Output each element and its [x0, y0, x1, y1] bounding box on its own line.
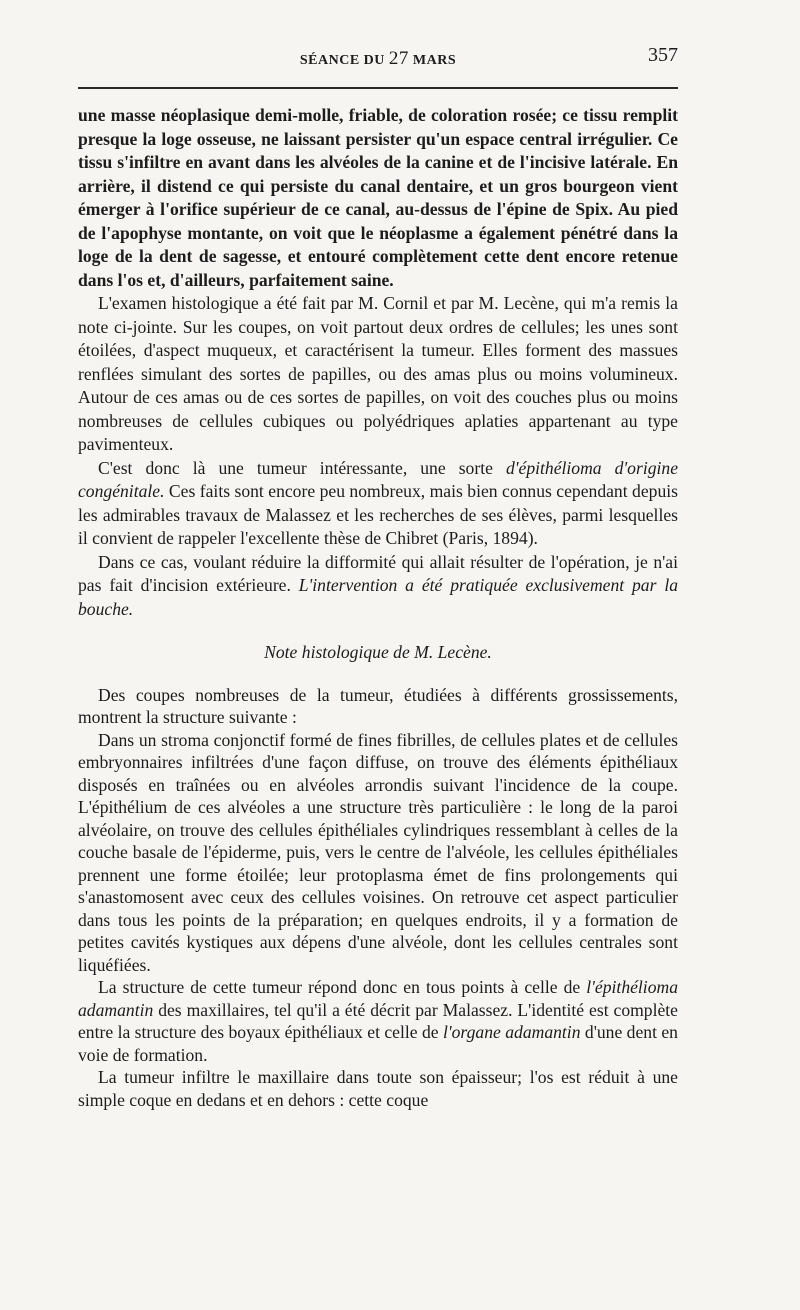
- running-head: [78, 44, 678, 70]
- text-run: d'une dent en voie de formation.: [78, 1022, 678, 1065]
- running-head-title: [78, 48, 678, 70]
- italic-run: L'intervention a été pratiquée exclusivement par la bouche.: [78, 575, 678, 619]
- page-body: [78, 104, 678, 1111]
- italic-run: d'épithélioma d'origine congénitale.: [78, 457, 678, 501]
- paragraph-histology-exam: L'examen histologique a été fait par M. Cornil et par M. Lecène, qui m'a remis la note ci-jointe. Sur les coupes, on voit partout deux ordres de cellules; les unes sont étoilées, d'aspect muqueux, et caractérisent la tumeur. Elles forment des massues renflées simulant des sortes de papilles, ou des amas plus ou moins volumineux. Autour de ces amas ou de ces sortes de papilles, on voit des couches plus ou moins nombreuses de cellules cubiques ou polyédriques aplaties appartenant au type pavimenteux.: [78, 293, 678, 454]
- paragraph-stroma: Dans un stroma conjonctif formé de fines fibrilles, de cellules plates et de cellules embryonnaires infiltrées d'une façon diffuse, on trouve des éléments épithéliaux disposés en traînées ou en alvéoles arrondis suivant l'incidence de la coupe. L'épithélium de ces alvéoles a une structure très particulière : le long de la paroi alvéolaire, on trouve des cellules épithéliales cylindriques ressemblant à celles de la couche basale de l'épiderme, puis, vers le centre de l'alvéole, les cellules épithéliales prennent une forme étoilée; leur protoplasma émet de fins prolongements qui s'anastomosent avec ceux des cellules voisines. On retrouve cet aspect particulier dans tous les points de la préparation; en quelques endroits, il y a formation de petites cavités kystiques aux dépens d'une alvéole, dont les cellules centrales sont liquéfiées.: [78, 729, 678, 975]
- paragraph-infiltration: La tumeur infiltre le maxillaire dans toute son épaisseur; l'os est réduit à une simple coque en dedans et en dehors : cette coque: [78, 1067, 678, 1110]
- header-rule: [78, 87, 678, 89]
- section-title-note: Note histologique de M. Lecène.: [264, 642, 492, 662]
- italic-run: l'organe adamantin: [442, 1022, 581, 1042]
- paragraph-operation: [78, 551, 678, 622]
- italic-run: l'épithélioma adamantin: [78, 977, 678, 1020]
- page-number: 357: [648, 44, 678, 66]
- running-head-title-pre: SÉANCE DU: [299, 53, 389, 68]
- paragraph-sections: Des coupes nombreuses de la tumeur, étudiées à différents grossissements, montrent la structure suivante :: [78, 684, 678, 727]
- text-run: Dans ce cas, voulant réduire la difformité qui allait résulter de l'opération, je n'ai pas fait d'incision extérieure.: [78, 551, 678, 595]
- running-head-title-post: MARS: [408, 53, 457, 68]
- text-run: La structure de cette tumeur répond donc en tous points à celle de: [98, 977, 587, 997]
- paragraph-continued: une masse néoplasique demi-molle, friable, de coloration rosée; ce tissu remplit presque la loge osseuse, ne laissant persister qu'un espace central irrégulier. Ce tissu s'infiltre en avant dans les alvéoles de la canine et de l'incisive latérale. En arrière, il distend ce qui persiste du canal dentaire, et un gros bourgeon vient émerger à l'orifice supérieur de ce canal, au-dessus de l'épine de Spix. Au pied de l'apophyse montante, on voit que le néoplasme a également pénétré dans la loge de la dent de sagesse, et entouré complètement cette dent encore retenue dans l'os et, d'ailleurs, parfaitement saine.: [78, 105, 678, 290]
- running-head-date-number: 27: [388, 48, 409, 69]
- text-run: C'est donc là une tumeur intéressante, une sorte: [98, 457, 506, 478]
- text-run: Ces faits sont encore peu nombreux, mais bien connus cependant depuis les admirables travaux de Malassez et les recherches de ses élèves, parmi lesquelles il convient de rappeler l'excellente thèse de Chibret (Paris, 1894).: [78, 481, 678, 548]
- text-run: des maxillaires, tel qu'il a été décrit par Malassez. L'identité est complète entre la structure des boyaux épithéliaux et celle de: [78, 999, 678, 1042]
- paragraph-tumor-interest: [78, 457, 678, 551]
- paragraph-structure: [78, 976, 678, 1066]
